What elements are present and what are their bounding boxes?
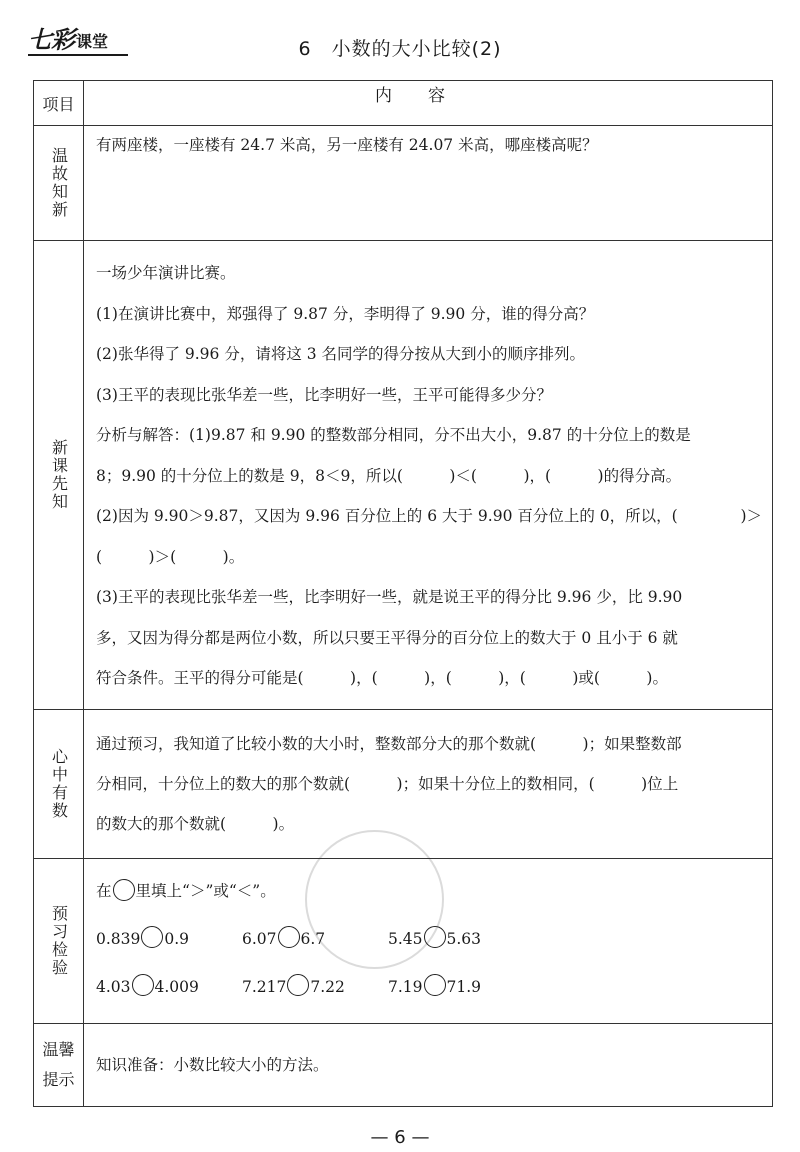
review-content [84, 126, 773, 241]
answer-3-line-1: (3)王平的表现比张华差一些，比李明好一些，就是说王平的得分比 9.96 少，比 9.90 [96, 588, 683, 606]
answer-2-line-1: (2)因为 9.90＞9.87，又因为 9.96 百分位上的 6 大于 9.90 百分位上的 0，所以，( )＞ [96, 507, 762, 525]
lesson-question-2: (2)张华得了 9.96 分，请将这 3 名同学的得分按从大到小的顺序排列。 [96, 345, 586, 363]
lesson-question-1: (1)在演讲比赛中，郑强得了 9.87 分，李明得了 9.90 分，谁的得分高？ [96, 304, 595, 323]
tips-text: 知识准备：小数比较大小的方法。 [96, 1055, 329, 1074]
summary-label: 心中有数 [34, 710, 84, 859]
summary-line-2: 分相同，十分位上的数大的那个数就( )；如果十分位上的数相同，( )位上 [96, 775, 679, 793]
page-title: 6 小数的大小比较(2) [298, 38, 502, 60]
summary-line-1: 通过预习，我知道了比较小数的大小时，整数部分大的那个数就( )；如果整数部 [96, 735, 682, 753]
review-label: 温故知新 [34, 126, 84, 241]
tips-row [34, 1024, 773, 1107]
new-lesson-content [84, 241, 773, 710]
summary-content [84, 710, 773, 859]
summary-line-3: 的数大的那个数就( )。 [96, 815, 295, 833]
lesson-question-3: (3)王平的表现比张华差一些，比李明好一些，王平可能得多少分？ [96, 385, 552, 404]
comparison-item: 7.217 7.22 [242, 963, 388, 1011]
worksheet-table [33, 80, 773, 1107]
table-header-row [34, 81, 773, 126]
check-row [34, 859, 773, 1024]
comparison-item: 5.45 5.63 [388, 915, 534, 963]
answer-3-line-2: 多，又因为得分都是两位小数，所以只要王平得分的百分位上的数大于 0 且小于 6 就 [96, 628, 678, 647]
check-instruction: 在 里填上“＞”或“＜”。 [96, 867, 762, 915]
logo-brand: 七彩 [28, 26, 74, 54]
answer-1-line-1: 分析与解答：(1)9.87 和 9.90 的整数部分相同，分不出大小，9.87 的十分位上的数是 [96, 426, 691, 444]
answer-circle-icon[interactable] [132, 974, 154, 996]
check-label: 预习检验 [34, 859, 84, 1024]
page-number: — 6 — [370, 1127, 430, 1148]
comparison-item: 6.07 6.7 [242, 915, 388, 963]
answer-circle-icon[interactable] [278, 926, 300, 948]
answer-circle-icon[interactable] [141, 926, 163, 948]
answer-2-line-2: ( )＞( )。 [96, 547, 245, 566]
review-row [34, 126, 773, 241]
answer-circle-icon [113, 879, 135, 901]
comparison-row-1 [96, 915, 762, 963]
comparison-item: 4.03 4.009 [96, 963, 242, 1011]
answer-1-line-2: 8；9.90 的十分位上的数是 9，8＜9，所以( )＜( )，( )的得分高。 [96, 466, 682, 485]
answer-circle-icon[interactable] [424, 974, 446, 996]
tips-content [84, 1024, 773, 1107]
answer-circle-icon[interactable] [287, 974, 309, 996]
header-content: 内容 [84, 81, 773, 126]
comparison-item: 0.839 0.9 [96, 915, 242, 963]
new-lesson-row [34, 241, 773, 710]
answer-circle-icon[interactable] [424, 926, 446, 948]
lesson-intro: 一场少年演讲比赛。 [96, 264, 236, 282]
logo-series: 课堂 [76, 32, 109, 51]
comparison-item: 7.19 71.9 [388, 963, 534, 1011]
summary-row [34, 710, 773, 859]
review-text: 有两座楼，一座楼有 24.7 米高，另一座楼有 24.07 米高，哪座楼高呢？ [96, 136, 598, 154]
tips-label: 温馨 提示 [34, 1024, 84, 1107]
answer-3-line-3: 符合条件。王平的得分可能是( )，( )，( )，( )或( )。 [96, 669, 668, 687]
new-lesson-label: 新课先知 [34, 241, 84, 710]
header-item: 项目 [34, 81, 84, 126]
check-content [84, 859, 773, 1024]
comparison-row-2 [96, 963, 762, 1011]
